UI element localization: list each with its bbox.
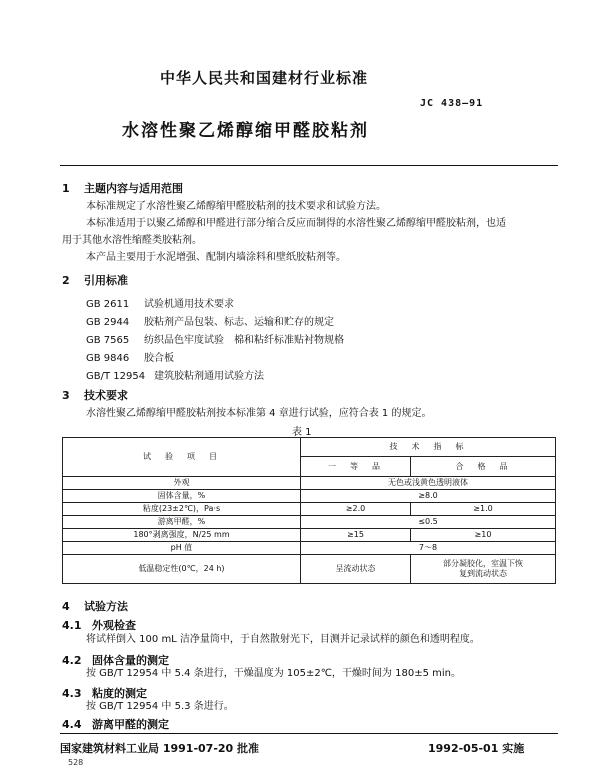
table-cell-value: 7～8	[301, 541, 556, 554]
spec-table	[62, 437, 556, 584]
standard-code: JC 438—91	[420, 98, 484, 109]
footer-rule	[60, 733, 558, 734]
table-cell-value: ≤0.5	[301, 515, 556, 528]
table-header-spec: 技 术 指 标	[301, 438, 556, 457]
subsection-4-4-heading: 4.4 游离甲醛的测定	[62, 718, 169, 731]
section-1-para-3: 本产品主要用于水泥增强、配制内墙涂料和壁纸胶粘剂等。	[86, 252, 346, 263]
reference-item: GB 2611 试验机通用技术要求	[86, 299, 234, 310]
table-cell-first: 呈流动状态	[301, 554, 411, 583]
subsection-4-3-text: 按 GB/T 12954 中 5.3 条进行。	[86, 701, 234, 712]
table-header-first-grade: 一 等 品	[301, 457, 411, 476]
table-cell-item: 低温稳定性(0℃，24 h)	[63, 554, 301, 583]
table-cell-item: 游离甲醛，%	[63, 515, 301, 528]
table-cell-item: 外观	[63, 476, 301, 489]
table-row	[63, 515, 556, 528]
page-number: 528	[68, 758, 84, 767]
table-row	[63, 502, 556, 515]
table-cell-item: 固体含量，%	[63, 489, 301, 502]
table-row	[63, 489, 556, 502]
header-rule	[60, 165, 558, 166]
subsection-4-1-heading: 4.1 外观检查	[62, 619, 136, 632]
table-row	[63, 554, 556, 583]
reference-item: GB 7565 纺织品色牢度试验 棉和粘纤标准贴衬物规格	[86, 335, 344, 346]
table-cell-value: 无色或浅黄色透明液体	[301, 476, 556, 489]
table-header-item: 试 验 项 目	[63, 438, 301, 477]
section-1-para-2a: 本标准适用于以聚乙烯醇和甲醛进行部分缩合反应而制得的水溶性聚乙烯醇缩甲醛胶粘剂，也适	[86, 218, 506, 229]
reference-item: GB 2944 胶粘剂产品包装、标志、运输和贮存的规定	[86, 317, 334, 328]
subsection-4-3-heading: 4.3 粘度的测定	[62, 687, 147, 700]
section-4-heading: 4 试验方法	[62, 600, 128, 613]
reference-item: GB/T 12954 建筑胶粘剂通用试验方法	[86, 371, 264, 382]
table-cell-pass: 部分凝胶化，室温下恢 复到流动状态	[411, 554, 556, 583]
table-cell-first: ≥2.0	[301, 502, 411, 515]
subsection-4-1-text: 将试样倒入 100 mL 洁净量筒中，于自然散射光下，目测并记录试样的颜色和透明程度。	[86, 634, 480, 645]
table-header-pass-grade: 合 格 品	[411, 457, 556, 476]
table-caption: 表 1	[292, 427, 312, 438]
table-header-row	[63, 438, 556, 457]
table-cell-item: 粘度(23±2℃)，Pa·s	[63, 502, 301, 515]
reference-item: GB 9846 胶合板	[86, 353, 174, 364]
section-2-heading: 2 引用标准	[62, 274, 128, 287]
section-1-para-1: 本标准规定了水溶性聚乙烯醇缩甲醛胶粘剂的技术要求和试验方法。	[86, 201, 386, 212]
table-row	[63, 528, 556, 541]
subsection-4-2-text: 按 GB/T 12954 中 5.4 条进行，干燥温度为 105±2℃，干燥时间为 180±5 min。	[86, 668, 461, 679]
standard-org-title: 中华人民共和国建材行业标准	[160, 69, 369, 87]
section-3-para-1: 水溶性聚乙烯醇缩甲醛胶粘剂按本标准第 4 章进行试验，应符合表 1 的规定。	[86, 408, 432, 419]
table-cell-item: 180°剥离强度，N/25 mm	[63, 528, 301, 541]
table-cell-item: pH 值	[63, 541, 301, 554]
approval-info: 国家建筑材料工业局 1991-07-20 批准	[60, 742, 260, 755]
table-cell-value: ≥8.0	[301, 489, 556, 502]
effective-date: 1992-05-01 实施	[428, 742, 525, 755]
table-cell-first: ≥15	[301, 528, 411, 541]
table-row	[63, 476, 556, 489]
table-row	[63, 541, 556, 554]
subsection-4-2-heading: 4.2 固体含量的测定	[62, 654, 169, 667]
section-1-para-2b: 用于其他水溶性缩醛类胶粘剂。	[62, 235, 202, 246]
document-title: 水溶性聚乙烯醇缩甲醛胶粘剂	[122, 121, 369, 141]
section-3-heading: 3 技术要求	[62, 389, 128, 402]
table-cell-pass: ≥1.0	[411, 502, 556, 515]
section-1-heading: 1 主题内容与适用范围	[62, 182, 183, 195]
table-cell-pass: ≥10	[411, 528, 556, 541]
